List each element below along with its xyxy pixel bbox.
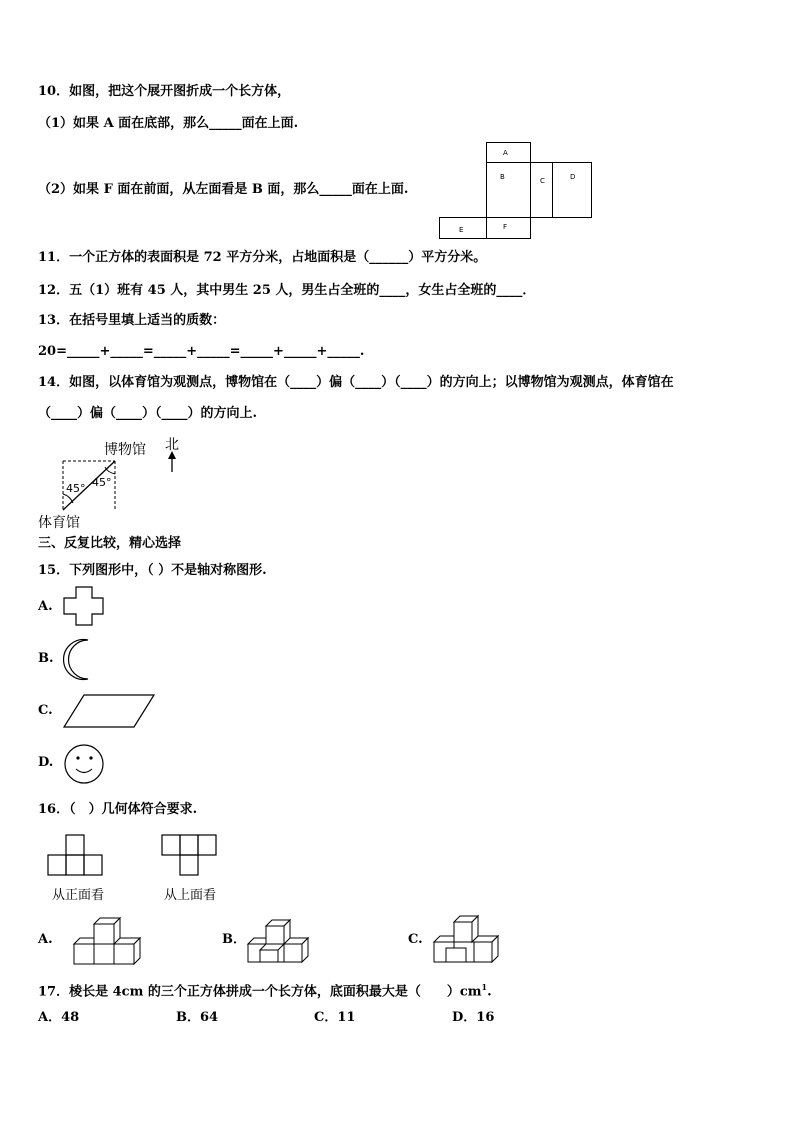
solid-b-figure [248,920,308,962]
top-view-caption: 从上面看 [164,888,217,903]
q10-part2: （2）如果 F 面在前面，从左面看是 B 面，那么_____面在上面. [38,182,409,197]
q13-title: 13．在括号里填上适当的质数： [38,313,226,328]
q10-title: 10．如图，把这个展开图折成一个长方体， [38,84,291,99]
q17-title-superscript: 1 [481,982,488,992]
angle-label-gym: 45° [66,482,86,495]
q10-part1: （1）如果 A 面在底部，那么_____面在上面. [38,116,299,131]
q14-line1: 14．如图，以体育馆为观测点，博物馆在（____）偏（____）（____）的方向上；以博物馆为观测点，体育馆在 [38,375,674,390]
q17-title-end: . [487,984,492,1000]
gym-label: 体育馆 [38,515,80,531]
solid-c-figure [434,916,498,962]
q17-option-c: C．11 [314,1010,356,1025]
net-label-b: B [500,173,505,181]
q17-option-d: D．16 [452,1010,495,1025]
museum-label: 博物馆 [104,442,146,458]
q14-line2: （____）偏（____）（____）的方向上. [38,406,258,421]
q15-option-d: D. [38,755,54,770]
north-label: 北 [165,437,179,453]
q17-option-a: A．48 [38,1010,80,1025]
front-view-caption: 从正面看 [52,888,105,903]
q15-option-a: A. [38,599,53,614]
net-label-d: D [570,173,576,181]
q16-title: 16．（ ）几何体符合要求. [38,802,198,817]
q12-text: 12．五（1）班有 45 人，其中男生 25 人，男生占全班的____，女生占全班的____． [38,283,536,298]
q16-option-a: A. [38,932,53,947]
solid-a-figure [74,918,140,964]
q17-option-b: B．64 [176,1010,219,1025]
q17-title-text: 17．棱长是 4cm 的三个正方体拼成一个长方体，底面积最大是（ ）cm [38,984,482,1000]
angle-label-museum: 45° [92,476,112,489]
q15-title: 15．下列图形中，（ ）不是轴对称图形. [38,563,267,578]
section3-heading: 三、反复比较，精心选择 [38,536,182,551]
q16-option-c: C. [408,932,423,947]
q11-text: 11．一个正方体的表面积是 72 平方分米，占地面积是（______）平方分米。 [38,250,487,265]
q15-option-b: B. [38,651,54,666]
net-label-e: E [459,226,464,234]
q16-option-b: B． [222,932,246,947]
q17-title [38,979,492,1000]
net-label-c: C [540,177,545,185]
q13-equation: 20=_____+_____=_____+_____=_____+_____+_____. [38,344,365,359]
net-label-a: A [503,149,508,157]
q15-option-c: C. [38,703,53,718]
net-label-f: F [503,223,508,231]
